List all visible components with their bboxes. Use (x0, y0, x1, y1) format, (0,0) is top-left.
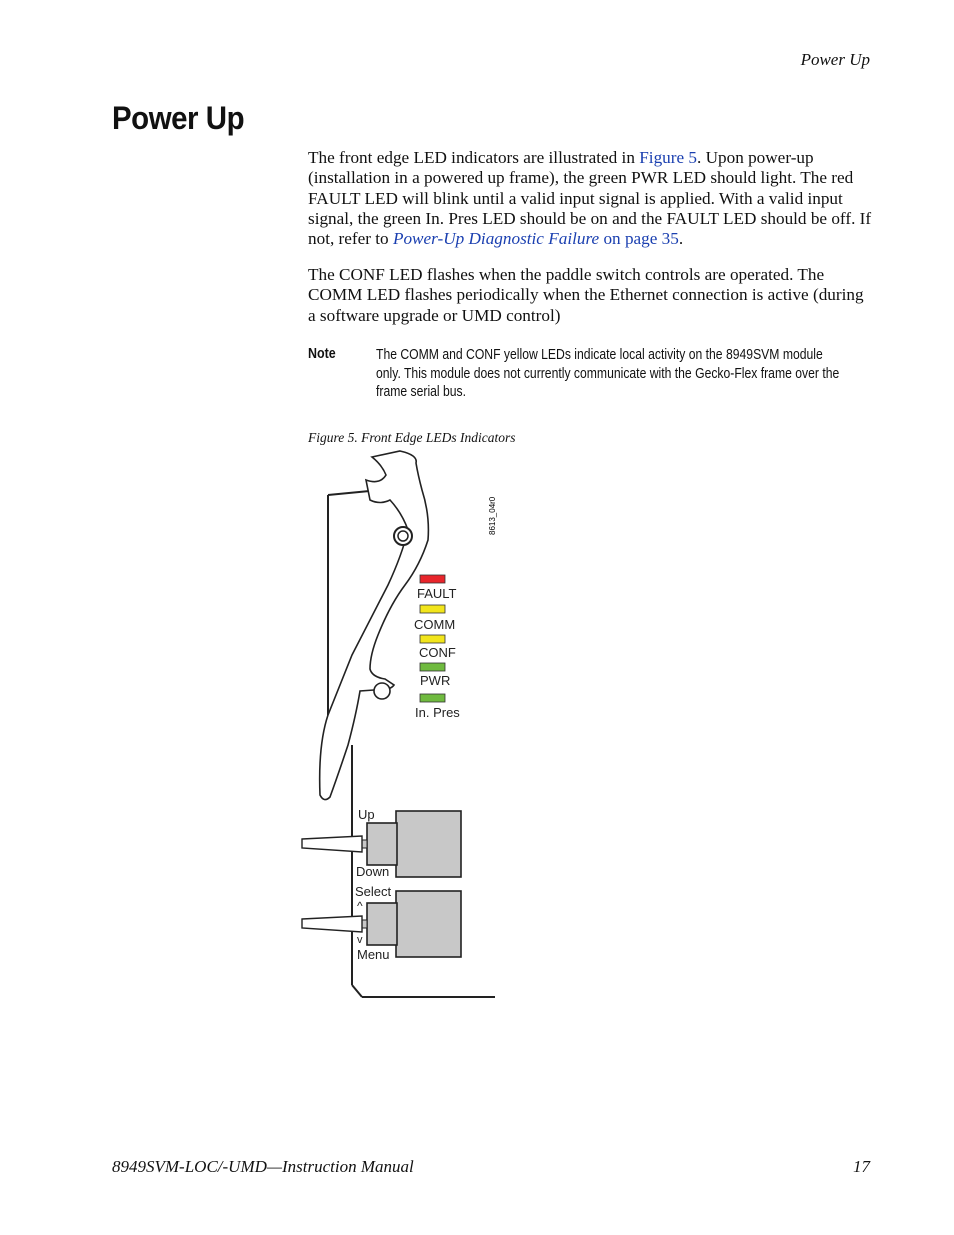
note-text: The COMM and CONF yellow LEDs indicate local activity on the 8949SVM module only. This module does not currently communicate with the Gecko-Flex frame over the frame serial bus. (376, 347, 840, 400)
comm-led (420, 605, 445, 613)
switch2-caret-up: ^ (357, 899, 363, 913)
pwr-led (420, 663, 445, 671)
conf-led-label: CONF (419, 645, 456, 660)
link-italic-text: Power-Up Diagnostic Failure (392, 229, 600, 249)
lever-screw-inner (398, 531, 408, 541)
link-page-ref: on page 35 (599, 229, 679, 249)
switch2-caret-down: v (357, 934, 363, 946)
footer-manual-title: 8949SVM-LOC/-UMD—Instruction Manual (112, 1157, 414, 1176)
text-segment: . (678, 229, 684, 249)
fault-led-label: FAULT (417, 586, 457, 601)
page-title: Power Up (112, 100, 245, 136)
switch2-paddle (302, 916, 362, 932)
switch2-paddle-base (367, 903, 397, 945)
lever-pivot (374, 683, 390, 699)
paragraph-text: The CONF LED flashes when the paddle switch controls are operated. The COMM LED flashes periodically when the Ethernet connection is active (during a software upgrade or UMD control) (308, 265, 864, 325)
note-label: Note (308, 346, 336, 362)
power-up-diagnostic-link[interactable] (393, 229, 679, 248)
switch2-menu-label: Menu (357, 947, 390, 962)
figure-5-link[interactable]: Figure 5 (639, 148, 697, 167)
fault-led (420, 575, 445, 583)
switch1-paddle (302, 836, 362, 852)
switch1-paddle-base (367, 823, 397, 865)
footer-page-number: 17 (853, 1157, 870, 1176)
text-segment: . Upon power-up (installation in a powered up frame), the green PWR LED should light. The red FAULT LED will blink until a valid input signal is applied. With a valid input signal, the green In. Pres LED should be on and the FAULT LED should be off. If not, refer to (308, 148, 872, 249)
in-pres-led-label: In. Pres (415, 705, 460, 720)
comm-led-label: COMM (414, 617, 456, 632)
switch2-select-label: Select (355, 884, 392, 899)
figure-code: 8613_04r0 (488, 496, 497, 535)
front-edge-led-figure (290, 445, 510, 1005)
switch1-down-label: Down (356, 864, 390, 879)
board-bottom-corner (352, 985, 362, 997)
switch1-body (396, 811, 461, 877)
switch2-body (396, 891, 461, 957)
ejector-lever (320, 451, 429, 800)
paragraph-led-intro (308, 148, 874, 249)
conf-led (420, 635, 445, 643)
switch1-up-label: Up (358, 807, 375, 822)
in-pres-led (420, 694, 445, 702)
switch1-nub (362, 840, 367, 848)
paragraph-conf-comm (308, 265, 874, 326)
running-header: Power Up (800, 50, 870, 69)
figure-caption: Figure 5. Front Edge LEDs Indicators (308, 430, 516, 445)
text-segment: The front edge LED indicators are illustrated in (308, 148, 640, 167)
switch2-nub (362, 920, 367, 928)
pwr-led-label: PWR (420, 673, 451, 688)
